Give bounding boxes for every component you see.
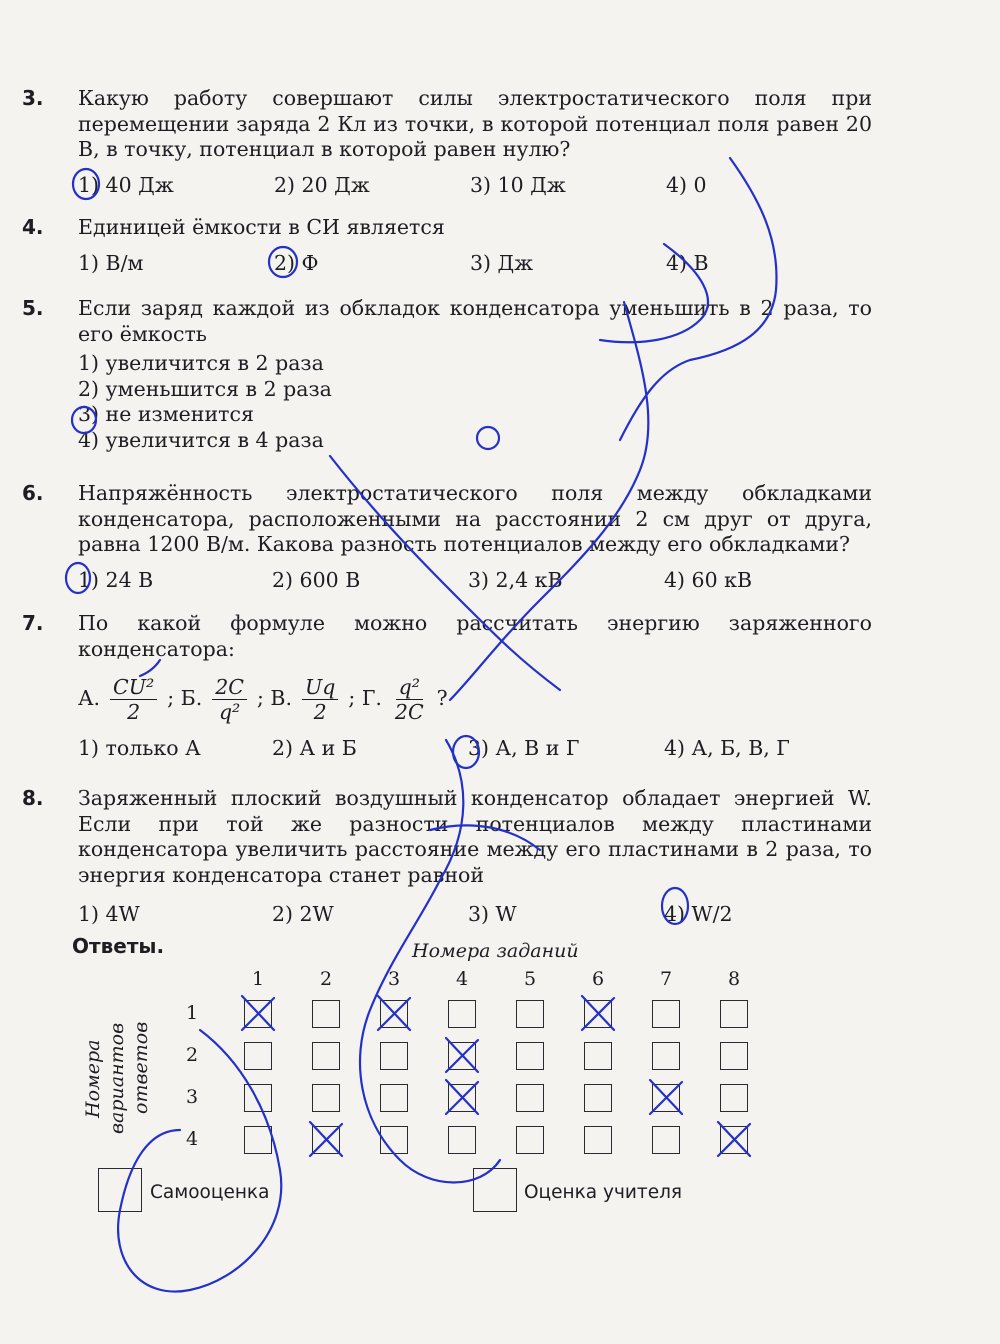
rows-title-line-2: вариантов <box>106 1022 128 1134</box>
formula-d-numerator: q² <box>396 675 423 700</box>
option-4[interactable]: 4) увеличится в 4 раза <box>78 427 324 452</box>
column-number: 2 <box>319 968 333 990</box>
cross-mark <box>446 1080 478 1114</box>
formula-b-denominator: q² <box>218 699 241 724</box>
formula-d-label: ; Г. <box>348 686 382 711</box>
formula-b-label: ; Б. <box>167 686 203 711</box>
formula-end: ? <box>436 686 448 711</box>
option-1[interactable]: 1) 40 Дж <box>78 172 174 197</box>
answers-title: Ответы. <box>72 934 165 958</box>
option-4[interactable]: 4) 60 кВ <box>664 567 753 592</box>
option-3[interactable]: 3) 2,4 кВ <box>468 567 563 592</box>
option-2[interactable]: 2) 2W <box>272 902 334 926</box>
cross-mark <box>650 1080 682 1114</box>
self-assessment-box[interactable] <box>98 1168 142 1212</box>
rows-title-line-3: ответов <box>130 1021 152 1114</box>
row-number: 3 <box>186 1086 199 1108</box>
cross-mark <box>582 996 614 1030</box>
option-3[interactable]: 3) W <box>468 902 517 926</box>
question-number: 7. <box>22 611 44 635</box>
column-number: 8 <box>727 968 741 990</box>
cross-mark <box>378 996 410 1030</box>
option-2[interactable]: 2) уменьшится в 2 раза <box>78 376 332 401</box>
option-1[interactable]: 1) только А <box>78 736 201 760</box>
option-1[interactable]: 1) увеличится в 2 раза <box>78 351 324 375</box>
option-4[interactable]: 4) W/2 <box>664 902 733 926</box>
option-1[interactable]: 1) 4W <box>78 902 140 926</box>
formula-d-denominator: 2C <box>394 699 424 724</box>
option-4[interactable]: 4) 0 <box>666 172 707 197</box>
teacher-assessment-label: Оценка учителя <box>524 1182 683 1203</box>
formula-a-label: А. <box>78 686 101 711</box>
cross-mark <box>446 1038 478 1072</box>
formula-c-denominator: 2 <box>313 699 327 724</box>
question-text: По какой формуле можно рассчитать энергию заряженного конденсатора: <box>78 611 872 661</box>
option-1[interactable]: 1) В/м <box>78 250 144 275</box>
formula-a-denominator: 2 <box>127 699 141 724</box>
question-text: Заряженный плоский воздушный конденсатор обладает энергией W. Если при той же разности потенциалов между пластинами конденсатора увеличить расстояние между его пластинами в 2 раза, то энергия конденсатора станет равной <box>78 786 872 887</box>
column-number: 6 <box>591 968 605 990</box>
option-3[interactable]: 3) не изменится <box>78 402 254 426</box>
formula-c-label: ; В. <box>256 686 292 711</box>
question-text: Если заряд каждой из обкладок конденсатора уменьшить в 2 раза, то его ёмкость <box>78 296 872 346</box>
question-number: 8. <box>22 786 44 810</box>
column-number: 3 <box>387 968 401 990</box>
question-text: Какую работу совершают силы электростатического поля при перемещении заряда 2 Кл из точки, в которой потенциал поля равен 20 В, в точку, потенциал в которой равен нулю? <box>78 86 872 161</box>
option-4[interactable]: 4) А, Б, В, Г <box>664 736 790 760</box>
rows-title-line-1: Номера <box>82 1039 104 1118</box>
teacher-assessment-box[interactable] <box>473 1168 517 1212</box>
option-4[interactable]: 4) В <box>666 250 709 275</box>
cross-mark <box>242 996 274 1030</box>
option-3[interactable]: 3) А, В и Г <box>468 736 580 760</box>
question-text: Единицей ёмкости в СИ является <box>78 215 445 239</box>
option-1[interactable]: 1) 24 В <box>78 567 154 592</box>
question-text: Напряжённость электростатического поля между обкладками конденсатора, расположенными на расстоянии 2 см друг от друга, равна 1200 В/м. Какова разность потенциалов между его обкладками? <box>78 481 872 556</box>
option-3[interactable]: 3) Дж <box>470 250 534 275</box>
column-number: 1 <box>251 968 265 990</box>
option-2[interactable]: 2) 20 Дж <box>274 172 370 197</box>
option-3[interactable]: 3) 10 Дж <box>470 172 566 197</box>
formula-a-numerator: CU² <box>110 675 157 700</box>
question-number: 5. <box>22 296 44 320</box>
question-number: 4. <box>22 215 44 239</box>
column-number: 5 <box>523 968 537 990</box>
cross-mark <box>310 1122 342 1156</box>
cross-mark <box>718 1122 750 1156</box>
column-number: 7 <box>659 968 673 990</box>
formula-c-numerator: Uq <box>302 675 338 700</box>
column-number: 4 <box>455 968 469 990</box>
option-2[interactable]: 2) Ф <box>274 250 319 275</box>
self-assessment-label: Самооценка <box>150 1182 270 1203</box>
row-number: 4 <box>186 1128 199 1150</box>
row-number: 2 <box>186 1044 199 1066</box>
row-number: 1 <box>186 1002 199 1024</box>
question-number: 6. <box>22 481 44 505</box>
grid-columns-title: Номера заданий <box>412 940 579 962</box>
option-2[interactable]: 2) 600 В <box>272 567 361 592</box>
formula-b-numerator: 2C <box>212 675 247 700</box>
question-number: 3. <box>22 86 44 110</box>
option-2[interactable]: 2) А и Б <box>272 736 357 760</box>
